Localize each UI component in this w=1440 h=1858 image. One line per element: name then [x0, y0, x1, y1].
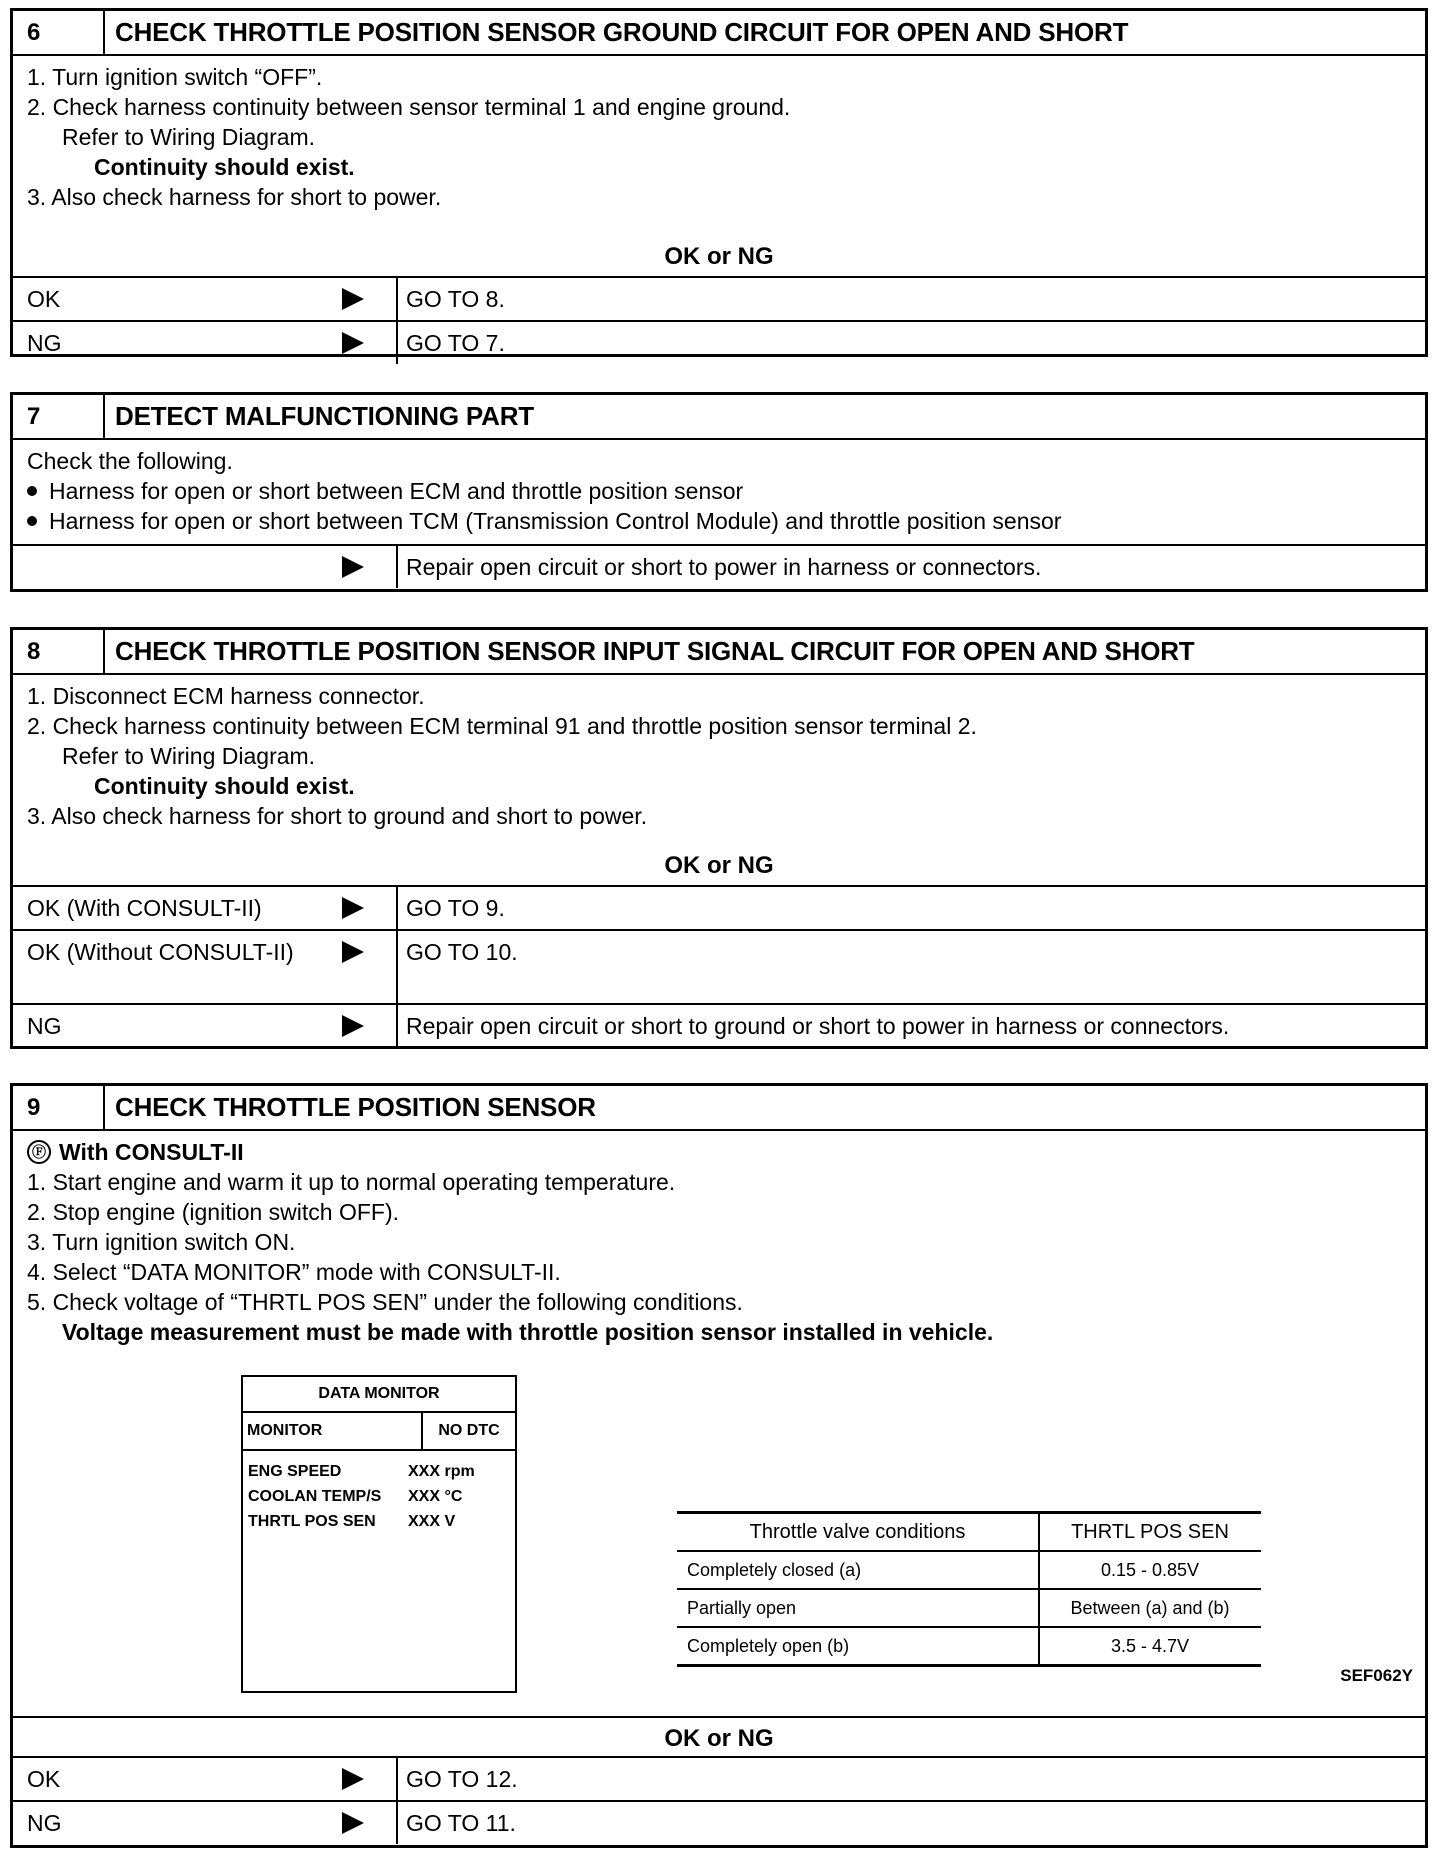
ok-or-ng-label: OK or NG [13, 1716, 1425, 1758]
with-consult-heading [27, 1137, 1425, 1167]
ok-or-ng-label: OK or NG [13, 845, 1425, 887]
step-6-header [13, 11, 1425, 56]
consult-tool-icon: Ⓕ [27, 1140, 51, 1164]
arrow-right-icon [342, 288, 364, 310]
result-row [13, 1758, 1425, 1802]
result-row [13, 278, 1425, 322]
table-cell: Completely closed (a) [677, 1551, 1039, 1589]
monitor-item-value: XXX V [408, 1513, 456, 1530]
table-cell: Between (a) and (b) [1039, 1589, 1261, 1627]
bullet-text: Harness for open or short between ECM and throttle position sensor [49, 478, 744, 504]
step-number: 6 [13, 11, 105, 54]
arrow-right-icon [342, 332, 364, 354]
instruction-emphasis: Continuity should exist. [94, 773, 355, 799]
step-number: 7 [13, 395, 105, 438]
result-condition: NG [27, 1013, 62, 1039]
step-9-header [13, 1086, 1425, 1131]
step-8-instructions [13, 675, 1425, 845]
result-row [13, 1005, 1425, 1049]
monitor-item-value: XXX °C [408, 1488, 463, 1505]
arrow-right-icon [342, 556, 364, 578]
step-7-header [13, 395, 1425, 440]
instruction-emphasis: Continuity should exist. [94, 154, 355, 180]
instruction-line: Refer to Wiring Diagram. [62, 124, 316, 150]
data-monitor-title: DATA MONITOR [243, 1377, 515, 1413]
monitor-item [243, 1484, 515, 1509]
result-row [13, 887, 1425, 931]
data-monitor-header-row [243, 1413, 515, 1451]
figure-code: SEF062Y [1340, 1666, 1413, 1685]
arrow-right-icon [342, 1768, 364, 1790]
table-header: Throttle valve conditions [677, 1513, 1039, 1552]
instruction-line: 2. Check harness continuity between sensor terminal 1 and engine ground. [27, 94, 791, 120]
monitor-item-value: XXX rpm [408, 1463, 475, 1480]
step-title: CHECK THROTTLE POSITION SENSOR GROUND CIRCUIT FOR OPEN AND SHORT [115, 17, 1129, 47]
instruction-emphasis: Voltage measurement must be made with throttle position sensor installed in vehicle. [62, 1319, 994, 1345]
table-header: THRTL POS SEN [1039, 1513, 1261, 1552]
step-8-header [13, 630, 1425, 675]
result-row [13, 544, 1425, 588]
result-action: GO TO 12. [406, 1766, 518, 1792]
throttle-voltage-table [677, 1511, 1261, 1667]
arrow-right-icon [342, 941, 364, 963]
result-row [13, 1802, 1425, 1844]
bullet-text: Harness for open or short between TCM (Transmission Control Module) and throttle position sensor [49, 508, 1062, 534]
result-row [13, 931, 1425, 1005]
step-title: CHECK THROTTLE POSITION SENSOR [115, 1092, 596, 1122]
instruction-bullet-line [27, 476, 1425, 506]
bullet-icon [27, 516, 37, 526]
arrow-right-icon [342, 1812, 364, 1834]
step-number: 9 [13, 1086, 105, 1129]
monitor-item-name: THRTL POS SEN [248, 1513, 376, 1530]
step-7-instructions [13, 440, 1425, 544]
instruction-bullet-line [27, 506, 1425, 536]
result-condition: NG [27, 1810, 62, 1836]
instruction-line: 2. Stop engine (ignition switch OFF). [27, 1199, 399, 1225]
table-row [677, 1627, 1261, 1666]
step-7-block [10, 392, 1428, 592]
data-monitor-screen [241, 1375, 517, 1693]
result-condition: OK (With CONSULT-II) [27, 895, 262, 921]
bullet-icon [27, 486, 37, 496]
step-9-instructions [13, 1131, 1425, 1716]
instruction-line: 3. Also check harness for short to ground and short to power. [27, 803, 648, 829]
step-title: DETECT MALFUNCTIONING PART [115, 401, 534, 431]
result-condition: NG [27, 330, 62, 356]
result-condition: OK [27, 286, 61, 312]
step-8-block [10, 627, 1428, 1049]
result-action: Repair open circuit or short to ground or short to power in harness or connectors. [406, 1013, 1230, 1039]
step-title: CHECK THROTTLE POSITION SENSOR INPUT SIGNAL CIRCUIT FOR OPEN AND SHORT [115, 636, 1195, 666]
result-action: GO TO 11. [406, 1810, 516, 1836]
instruction-line: Refer to Wiring Diagram. [62, 743, 316, 769]
table-cell: Partially open [677, 1589, 1039, 1627]
instruction-line: 1. Start engine and warm it up to normal operating temperature. [27, 1169, 676, 1195]
ok-or-ng-label: OK or NG [13, 236, 1425, 278]
table-row [677, 1589, 1261, 1627]
instruction-line: 2. Check harness continuity between ECM terminal 91 and throttle position sensor terminal 2. [27, 713, 977, 739]
instruction-line: 3. Turn ignition switch ON. [27, 1229, 296, 1255]
instruction-line: 4. Select “DATA MONITOR” mode with CONSULT-II. [27, 1259, 561, 1285]
instruction-line: 1. Turn ignition switch “OFF”. [27, 64, 323, 90]
step-number: 8 [13, 630, 105, 673]
arrow-right-icon [342, 897, 364, 919]
instruction-line: 1. Disconnect ECM harness connector. [27, 683, 425, 709]
monitor-item-name: COOLAN TEMP/S [248, 1488, 382, 1505]
monitor-column-label: MONITOR [243, 1413, 423, 1449]
result-action: GO TO 10. [406, 939, 518, 965]
table-row [677, 1551, 1261, 1589]
result-action: GO TO 7. [406, 330, 505, 356]
instruction-line: 3. Also check harness for short to power. [27, 184, 442, 210]
result-action: GO TO 8. [406, 286, 505, 312]
result-condition: OK [27, 1766, 61, 1792]
table-cell: 3.5 - 4.7V [1039, 1627, 1261, 1666]
monitor-item-name: ENG SPEED [248, 1463, 342, 1480]
monitor-item [243, 1509, 515, 1534]
result-action: Repair open circuit or short to power in harness or connectors. [406, 554, 1042, 580]
table-cell: Completely open (b) [677, 1627, 1039, 1666]
with-consult-label: With CONSULT-II [59, 1139, 244, 1165]
instruction-line: Check the following. [27, 448, 233, 474]
result-row [13, 322, 1425, 364]
result-action: GO TO 9. [406, 895, 505, 921]
no-dtc-label: NO DTC [438, 1422, 500, 1439]
result-condition: OK (Without CONSULT-II) [27, 939, 294, 965]
table-cell: 0.15 - 0.85V [1039, 1551, 1261, 1589]
table-header-row [677, 1513, 1261, 1552]
step-6-block [10, 8, 1428, 357]
step-9-block [10, 1083, 1428, 1848]
step-6-instructions [13, 56, 1425, 236]
monitor-item [243, 1459, 515, 1484]
instruction-line: 5. Check voltage of “THRTL POS SEN” under the following conditions. [27, 1289, 743, 1315]
arrow-right-icon [342, 1015, 364, 1037]
